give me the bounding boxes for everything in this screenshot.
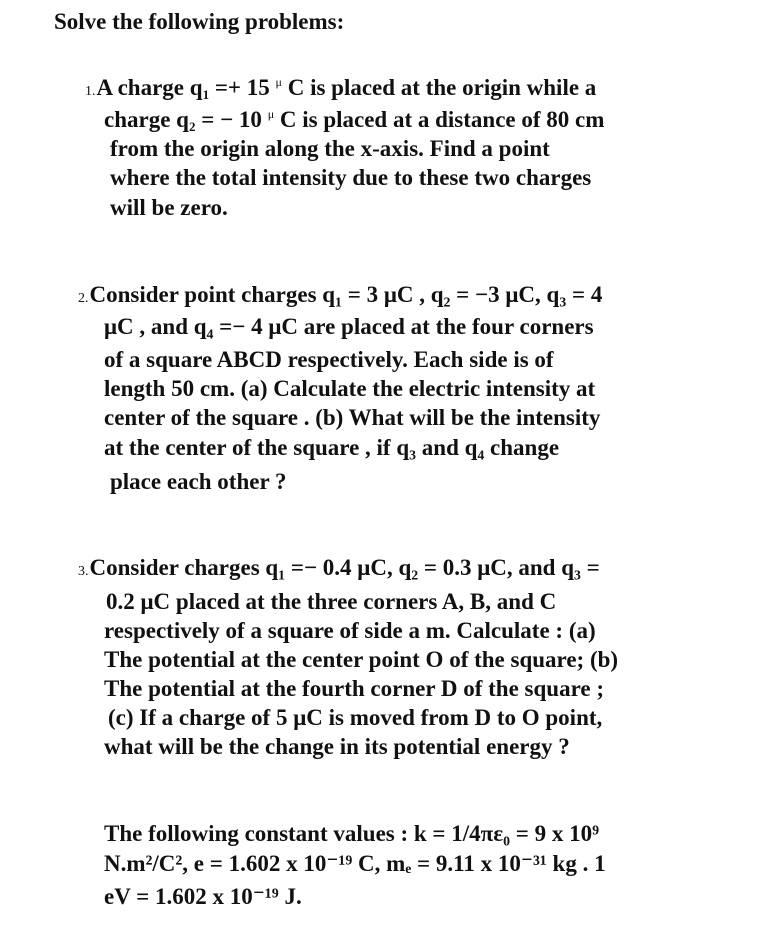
- problem-2-line-5: center of the square . (b) What will be the intensity: [104, 405, 601, 430]
- problem-3-line-2: 0.2 μC placed at the three corners A, B, and C: [106, 589, 557, 614]
- problem-1-text-2a: charge: [104, 107, 177, 132]
- constants-line-2: N.m²/C², e = 1.602 x 10⁻¹⁹ C, mₑ = 9.11 x 10⁻³¹ kg . 1: [104, 851, 606, 876]
- symbol-q: q: [189, 75, 203, 100]
- symbol-q: q: [176, 107, 189, 132]
- problem-1-text-1c: C is placed at the origin while a: [281, 75, 597, 100]
- problem-2-line-6: at the center of the square , if q₃ and q₄ change: [104, 435, 560, 460]
- problem-2-line-1: [78, 281, 602, 313]
- problem-1-text-2c: C is placed at a distance of 80 cm: [274, 107, 605, 132]
- micro-symbol: μ: [275, 75, 282, 89]
- problem-2-number: 2.: [78, 291, 89, 306]
- problem-3-text-1: Consider charges q₁ =− 0.4 μC, q₂ = 0.3 μC, and q₃ =: [89, 555, 600, 580]
- problem-3-line-6: (c) If a charge of 5 μC is moved from D to O point,: [108, 705, 603, 730]
- page-heading: Solve the following problems:: [54, 9, 345, 34]
- subscript: 1: [202, 87, 210, 102]
- problem-1-line-5: will be zero.: [110, 195, 228, 220]
- problem-2-text-1: Consider point charges q₁ = 3 μC , q₂ = −3 μC, q₃ = 4: [89, 282, 603, 307]
- micro-symbol: μ: [267, 107, 275, 121]
- problem-2-line-7: place each other ?: [110, 469, 287, 494]
- problem-2-line-4: length 50 cm. (a) Calculate the electric intensity at: [104, 376, 596, 401]
- constants-line-1: The following constant values : k = 1/4πε₀ = 9 x 10⁹: [104, 821, 599, 846]
- problem-2-line-3: of a square ABCD respectively. Each side is of: [104, 347, 554, 372]
- problem-1-number: 1.: [85, 84, 96, 99]
- subscript: 2: [188, 119, 196, 134]
- problem-2-line-2: μC , and q₄ =− 4 μC are placed at the four corners: [104, 314, 594, 339]
- problem-1-line-4: where the total intensity due to these two charges: [110, 165, 592, 190]
- problem-1-line-3: from the origin along the x-axis. Find a point: [110, 136, 550, 161]
- problem-3-line-5: The potential at the fourth corner D of the square ;: [104, 676, 604, 701]
- problem-3-line-1: [78, 554, 600, 586]
- problem-3-number: 3.: [78, 564, 89, 579]
- problem-1-text-1b: =+ 15: [209, 75, 276, 100]
- problem-3-line-7: what will be the change in its potential energy ?: [104, 734, 570, 759]
- problem-3-line-3: respectively of a square of side a m. Calculate : (a): [104, 618, 596, 643]
- problem-3-line-4: The potential at the center point O of the square; (b): [104, 647, 619, 672]
- problem-1-text-2b: = − 10: [195, 107, 268, 132]
- problem-1-line-2: [104, 100, 604, 134]
- constants-line-3: eV = 1.602 x 10⁻¹⁹ J.: [104, 884, 302, 909]
- problem-1-text-1a: A charge: [96, 75, 190, 100]
